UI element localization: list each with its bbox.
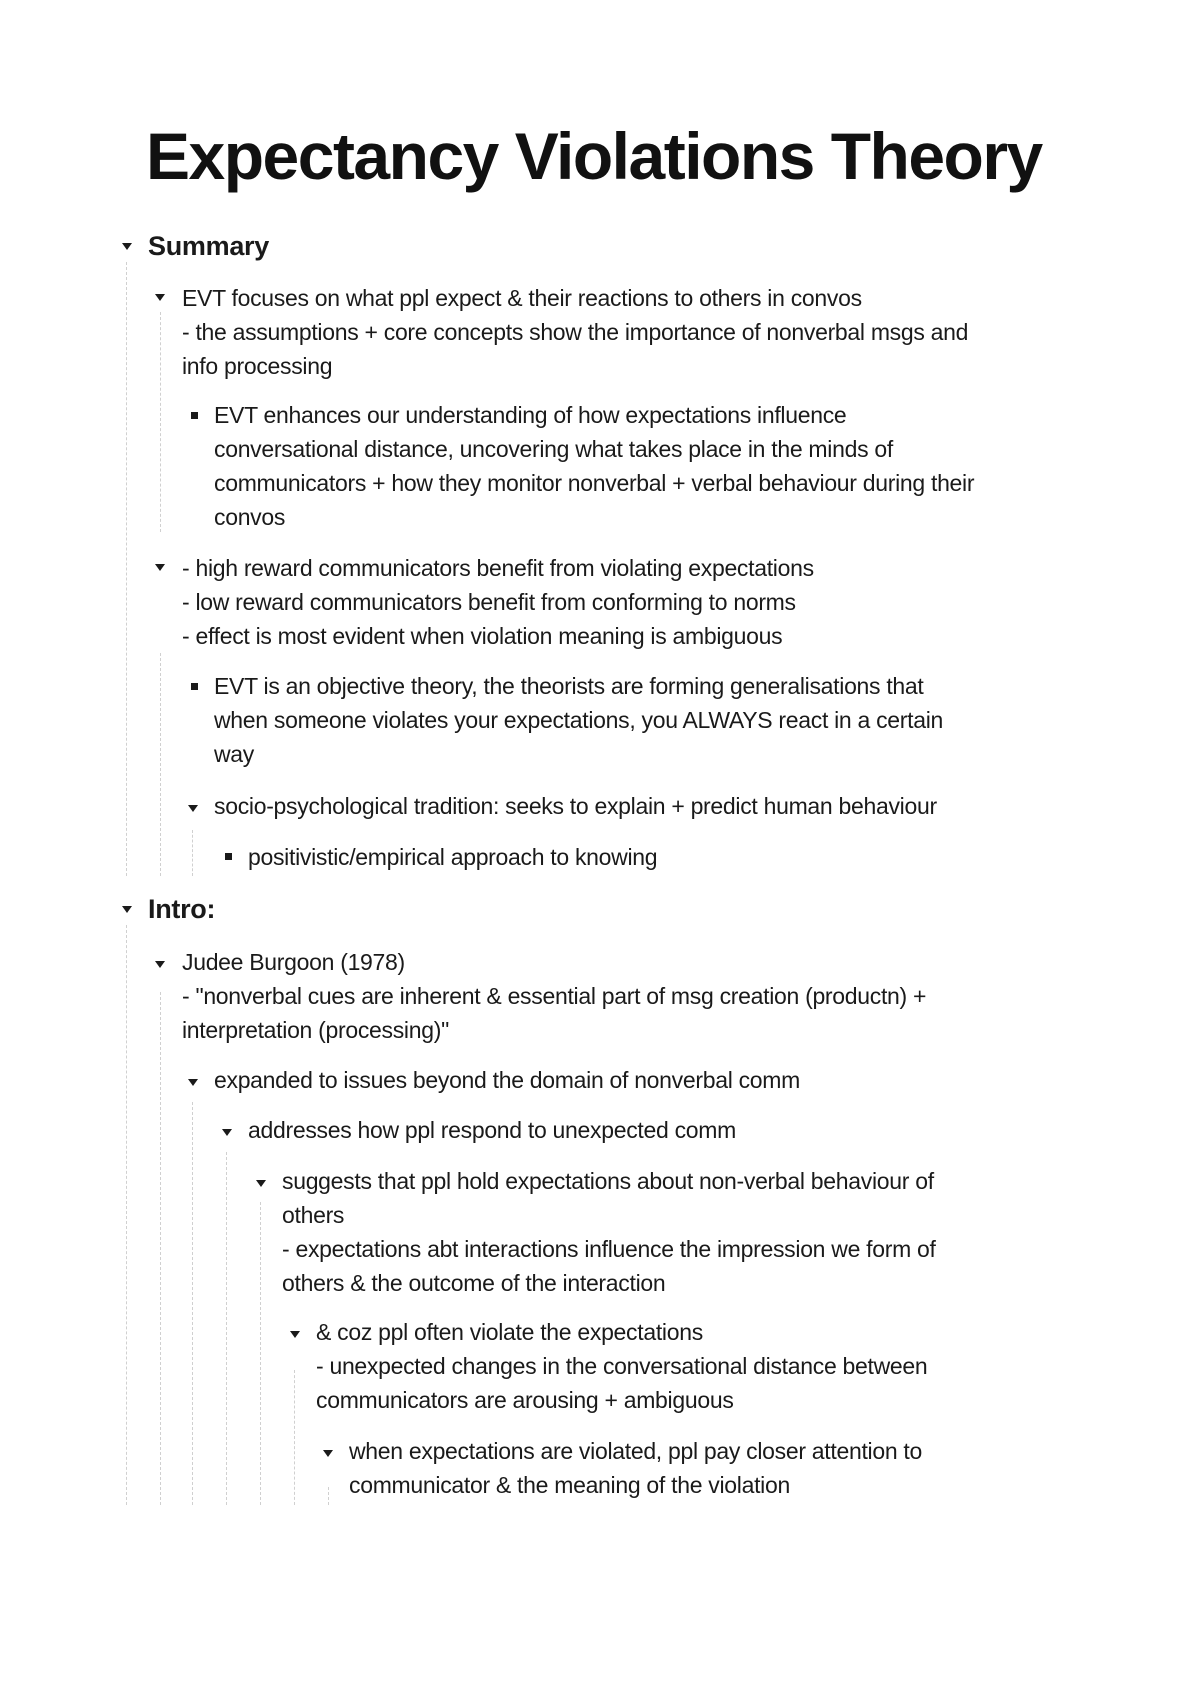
toggle-arrow-icon[interactable] [155, 961, 165, 968]
summary-item-tradition: socio-psychological tradition: seeks to explain + predict human behaviour [214, 793, 937, 819]
summary-bullet-approach: positivistic/empirical approach to knowing [248, 844, 658, 870]
indent-guide [328, 1487, 329, 1505]
toggle-arrow-icon[interactable] [122, 906, 132, 913]
summary-item-evt-focus: EVT focuses on what ppl expect & their reactions to others in convos - the assumptions + core concepts show the importance of nonverbal msgs and info processing [182, 285, 969, 379]
toggle-arrow-icon[interactable] [222, 1129, 232, 1136]
indent-guide [294, 1370, 295, 1505]
summary-item-reward: - high reward communicators benefit from violating expectations - low reward communicators benefit from conforming to norms - effect is most evident when violation meaning is ambiguous [182, 555, 814, 649]
indent-guide [160, 992, 161, 1505]
toggle-arrow-icon[interactable] [155, 294, 165, 301]
toggle-arrow-icon[interactable] [323, 1450, 333, 1457]
toggle-arrow-icon[interactable] [188, 805, 198, 812]
intro-item-when: when expectations are violated, ppl pay closer attention to communicator & the meaning of the violation [349, 1438, 923, 1498]
bullet-icon [191, 412, 198, 419]
intro-item-burgoon: Judee Burgoon (1978) - "nonverbal cues are inherent & essential part of msg creation (productn) + interpretation (processing)" [182, 949, 927, 1043]
intro-item-coz: & coz ppl often violate the expectations - unexpected changes in the conversational distance between communicators are arousing + ambiguous [316, 1319, 928, 1413]
bullet-icon [225, 853, 232, 860]
indent-guide [192, 1102, 193, 1505]
toggle-arrow-icon[interactable] [122, 243, 132, 250]
toggle-arrow-icon[interactable] [188, 1079, 198, 1086]
indent-guide [126, 262, 127, 876]
indent-guide [226, 1152, 227, 1505]
indent-guide [192, 830, 193, 876]
intro-heading: Intro: [148, 894, 216, 924]
summary-bullet-evt-enhances: EVT enhances our understanding of how expectations influence conversational distance, uncovering what takes place in the minds of communicators + how they monitor nonverbal + verbal behaviour during their convos [214, 402, 975, 530]
indent-guide [126, 925, 127, 1505]
intro-item-addresses: addresses how ppl respond to unexpected comm [248, 1117, 736, 1143]
summary-heading: Summary [148, 231, 269, 261]
intro-item-expanded: expanded to issues beyond the domain of nonverbal comm [214, 1067, 801, 1093]
intro-item-suggests: suggests that ppl hold expectations about non-verbal behaviour of others - expectations abt interactions influence the impression we form of others & the outcome of the interaction [282, 1168, 936, 1296]
page-title: Expectancy Violations Theory [146, 119, 1042, 193]
toggle-arrow-icon[interactable] [256, 1180, 266, 1187]
indent-guide [160, 312, 161, 532]
bullet-icon [191, 683, 198, 690]
indent-guide [160, 653, 161, 876]
summary-bullet-objective-theory: EVT is an objective theory, the theorists are forming generalisations that when someone violates your expectations, you ALWAYS react in a certain way [214, 673, 944, 767]
indent-guide [260, 1202, 261, 1505]
toggle-arrow-icon[interactable] [290, 1331, 300, 1338]
toggle-arrow-icon[interactable] [155, 564, 165, 571]
